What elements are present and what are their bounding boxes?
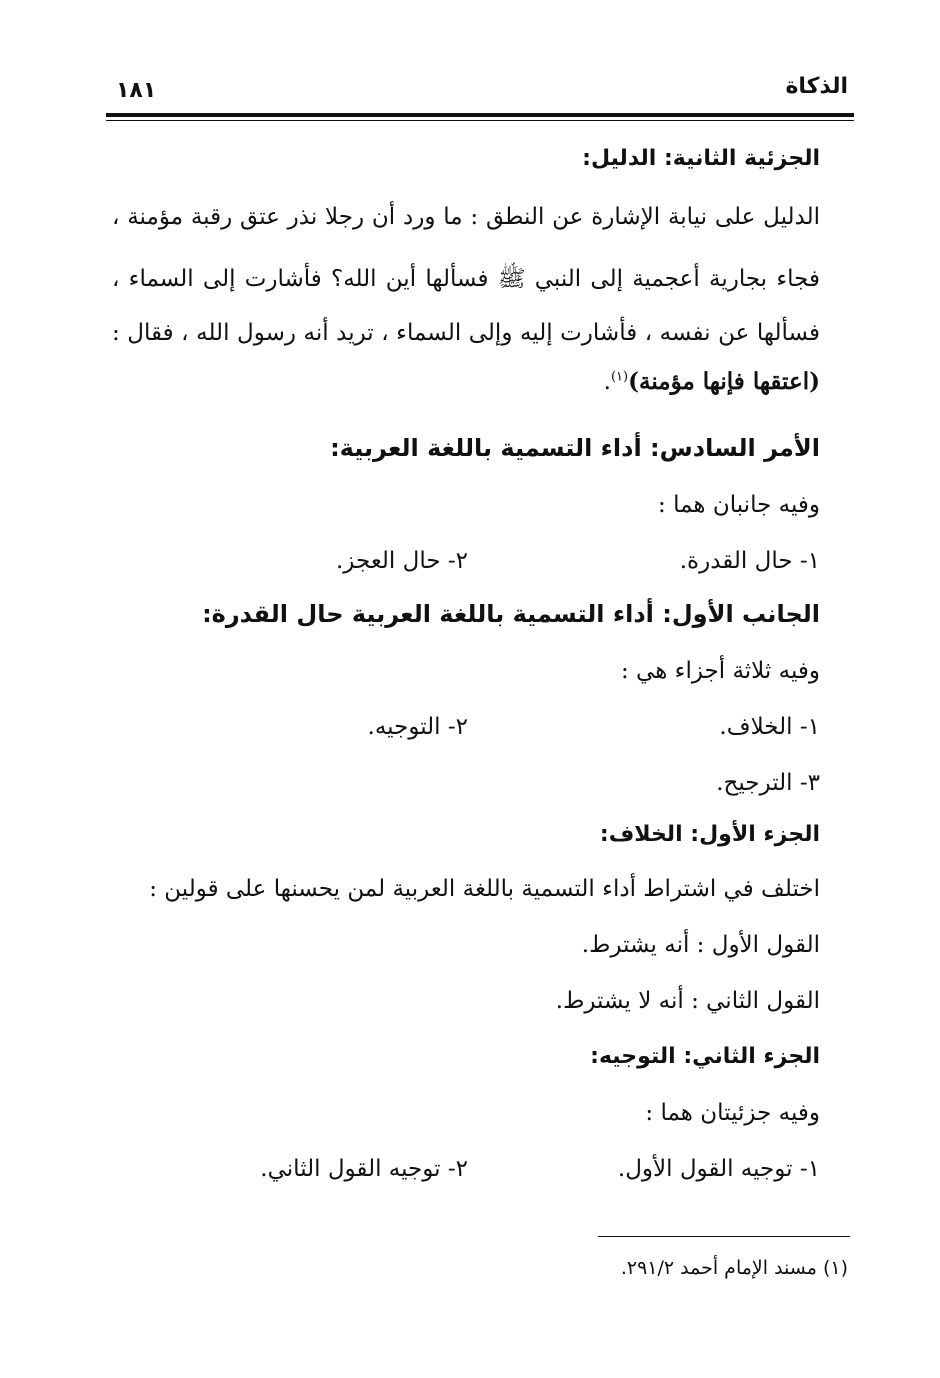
two-subparts-intro: وفيه جزئيتان هما : [645,1100,820,1126]
list-item-subpart-2: ٢- توجيه القول الثاني. [260,1156,468,1182]
hadith-quote-line [112,368,820,395]
page-number: ١٨١ [116,78,157,103]
list-item-part-1: ١- الخلاف. [719,714,820,740]
running-header-title: الذكاة [785,74,848,99]
header-rule-thin [106,120,854,121]
dispute-text: اختلف في اشتراط أداء التسمية باللغة العربية لمن يحسنها على قولين : [149,876,820,902]
list-item-side-1: ١- حال القدرة. [679,548,820,574]
three-parts-intro: وفيه ثلاثة أجزاء هي : [620,658,820,684]
footnote-rule [598,1236,850,1237]
list-item-subpart-1: ١- توجيه القول الأول. [617,1156,820,1182]
two-sides-intro: وفيه جانبان هما : [658,492,820,518]
heading-first-side: الجانب الأول: أداء التسمية باللغة العربية حال القدرة: [202,600,820,628]
heading-evidence: الجزئية الثانية: الدليل: [582,146,820,171]
heading-sixth-matter: الأمر السادس: أداء التسمية باللغة العربية: [330,434,820,462]
list-item-side-2: ٢- حال العجز. [335,548,468,574]
hadith-quote: (اعتقها فإنها مؤمنة) [628,368,820,395]
evidence-line-3: فسألها عن نفسه ، فأشارت إليه وإلى السماء ، تريد أنه رسول الله ، فقال : [112,320,820,346]
quote-period: . [603,369,611,395]
list-item-part-3: ٣- الترجيح. [716,770,820,796]
footnote-marker: (١) [610,369,629,385]
heading-part-reasoning: الجزء الثاني: التوجيه: [590,1044,820,1069]
list-item-part-2: ٢- التوجيه. [367,714,468,740]
evidence-line-1: الدليل على نيابة الإشارة عن النطق : ما ورد أن رجلا نذر عتق رقبة مؤمنة ، [112,204,820,230]
header-rule [106,113,854,117]
opinion-1: القول الأول : أنه يشترط. [581,932,820,958]
heading-part-dispute: الجزء الأول: الخلاف: [599,822,820,847]
footnote: (١) مسند الإمام أحمد ٢٩١/٢. [620,1257,848,1279]
opinion-2: القول الثاني : أنه لا يشترط. [555,988,820,1014]
evidence-line-2: فجاء بجارية أعجمية إلى النبي ﷺ فسألها أين الله؟ فأشارت إلى السماء ، [112,266,820,292]
